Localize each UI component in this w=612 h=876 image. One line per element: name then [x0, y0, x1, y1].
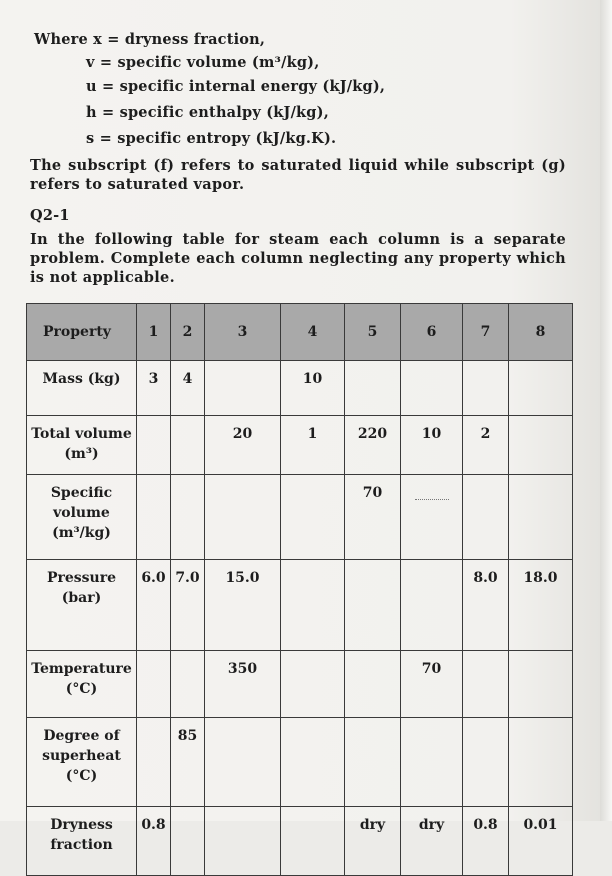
definition-intro: Where x = dryness fraction,	[34, 31, 266, 48]
table-cell: 7.0	[171, 560, 205, 651]
table-cell	[205, 361, 281, 416]
header-property: Property	[27, 304, 137, 361]
row-label: Total volume (m³)	[27, 416, 137, 475]
table-cell	[509, 361, 573, 416]
table-cell: 1	[281, 416, 345, 475]
table-cell: 10	[281, 361, 345, 416]
table-cell	[205, 718, 281, 807]
table-header-row	[27, 304, 573, 361]
dotted-mark	[415, 499, 449, 500]
table-cell: 220	[345, 416, 401, 475]
definition-h: h = specific enthalpy (kJ/kg),	[86, 104, 329, 121]
table-row	[27, 416, 573, 475]
table-row	[27, 560, 573, 651]
header-col-7: 7	[463, 304, 509, 361]
table-cell: 70	[401, 651, 463, 718]
table-cell	[463, 651, 509, 718]
table-cell	[137, 475, 171, 560]
header-col-5: 5	[345, 304, 401, 361]
header-col-4: 4	[281, 304, 345, 361]
header-col-1: 1	[137, 304, 171, 361]
table-cell: 85	[171, 718, 205, 807]
table-row	[27, 475, 573, 560]
question-label: Q2-1	[30, 207, 70, 224]
table-cell	[281, 651, 345, 718]
table-cell	[171, 475, 205, 560]
table-cell	[401, 475, 463, 560]
table-cell	[137, 718, 171, 807]
table-row	[27, 651, 573, 718]
header-col-8: 8	[509, 304, 573, 361]
table-cell: 20	[205, 416, 281, 475]
row-label: Mass (kg)	[27, 361, 137, 416]
table-cell	[171, 416, 205, 475]
table-cell	[345, 651, 401, 718]
table-cell	[345, 361, 401, 416]
table-cell: 10	[401, 416, 463, 475]
table-cell: 6.0	[137, 560, 171, 651]
table-cell: 3	[137, 361, 171, 416]
table-cell	[463, 475, 509, 560]
table-cell	[345, 560, 401, 651]
table-cell: 4	[171, 361, 205, 416]
definition-u: u = specific internal energy (kJ/kg),	[86, 78, 386, 95]
table-cell	[463, 718, 509, 807]
question-instruction: In the following table for steam each column is a separate problem. Complete each column neglecting any property which is not applicable.	[30, 231, 566, 286]
header-col-2: 2	[171, 304, 205, 361]
table-cell	[281, 560, 345, 651]
table-cell	[171, 807, 205, 876]
table-cell	[463, 361, 509, 416]
table-cell: 18.0	[509, 560, 573, 651]
page-edge	[600, 0, 612, 821]
table-cell	[401, 560, 463, 651]
table-cell	[509, 651, 573, 718]
table-cell: 0.8	[137, 807, 171, 876]
row-label: Degree of superheat (°C)	[27, 718, 137, 807]
row-label: Pressure (bar)	[27, 560, 137, 651]
table-cell	[137, 651, 171, 718]
table-cell: dry	[345, 807, 401, 876]
table-row	[27, 807, 573, 876]
header-col-3: 3	[205, 304, 281, 361]
steam-table	[26, 303, 573, 876]
definition-s: s = specific entropy (kJ/kg.K).	[86, 130, 337, 147]
row-label: Temperature (°C)	[27, 651, 137, 718]
table-cell	[401, 361, 463, 416]
table-cell: dry	[401, 807, 463, 876]
table-cell: 15.0	[205, 560, 281, 651]
table-cell: 350	[205, 651, 281, 718]
table-cell: 8.0	[463, 560, 509, 651]
definition-v: v = specific volume (m³/kg),	[86, 54, 320, 71]
table-cell	[137, 416, 171, 475]
table-cell	[171, 651, 205, 718]
table-cell	[509, 416, 573, 475]
table-cell	[281, 475, 345, 560]
subscript-note: The subscript (f) refers to saturated liquid while subscript (g) refers to saturated vapor.	[30, 157, 566, 193]
table-cell	[205, 475, 281, 560]
table-cell: 0.01	[509, 807, 573, 876]
table-cell: 70	[345, 475, 401, 560]
table-cell	[281, 807, 345, 876]
table-cell	[509, 718, 573, 807]
row-label: Dryness fraction	[27, 807, 137, 876]
table-cell: 2	[463, 416, 509, 475]
table-cell: 0.8	[463, 807, 509, 876]
table-row	[27, 361, 573, 416]
table-cell	[205, 807, 281, 876]
table-cell	[281, 718, 345, 807]
table-row	[27, 718, 573, 807]
table-cell	[509, 475, 573, 560]
table-cell	[345, 718, 401, 807]
header-col-6: 6	[401, 304, 463, 361]
table-cell	[401, 718, 463, 807]
row-label: Specific volume (m³/kg)	[27, 475, 137, 560]
